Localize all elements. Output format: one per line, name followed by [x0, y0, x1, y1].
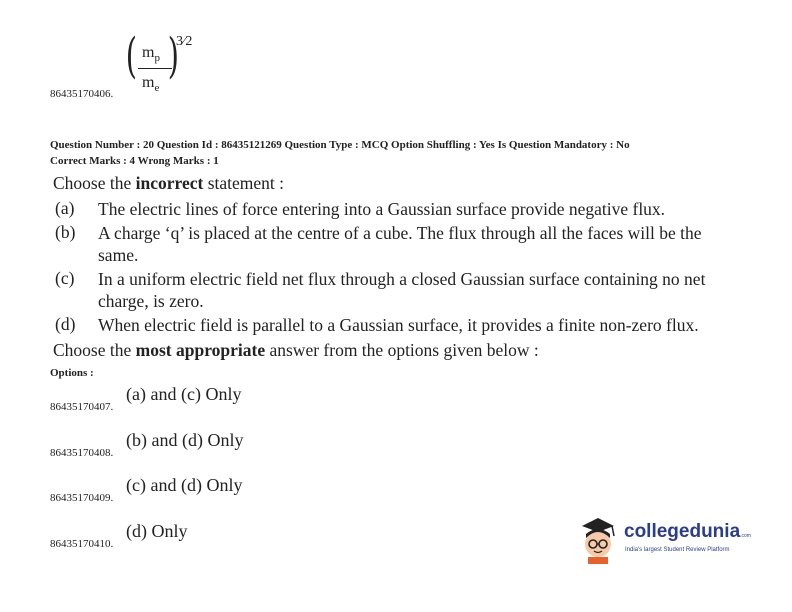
- statement-text: In a uniform electric field net flux through a closed Gaussian surface containing no net: [98, 269, 706, 289]
- statement-tag: (c): [55, 268, 75, 288]
- mascot-logo-icon: [578, 516, 618, 564]
- option-id: 86435170409.: [50, 492, 114, 504]
- question-marks: Correct Marks : 4 Wrong Marks : 1: [50, 155, 219, 167]
- right-paren: ): [167, 28, 179, 84]
- answer-option[interactable]: (a) and (c) Only: [126, 384, 242, 404]
- option-id: 86435170410.: [50, 538, 114, 550]
- statement-tag: (b): [55, 222, 76, 242]
- question-stem: Choose the incorrect statement :: [53, 173, 285, 193]
- answer-option[interactable]: (b) and (d) Only: [126, 430, 244, 450]
- brand-tagline: India's largest Student Review Platform: [625, 547, 730, 553]
- option-id: 86435170407.: [50, 401, 114, 413]
- choose-instruction: Choose the most appropriate answer from the options given below :: [53, 340, 539, 360]
- left-paren: (: [125, 28, 137, 84]
- option-id: 86435170408.: [50, 447, 114, 459]
- fraction-denominator: $m_e$: [142, 74, 160, 94]
- statement-text: The electric lines of force entering into a Gaussian surface provide negative flux.: [98, 199, 666, 219]
- statement-tag: (d): [55, 314, 76, 334]
- fraction-numerator: $m_p$: [142, 44, 160, 64]
- mass-ratio-fraction: [125, 28, 180, 96]
- statement-text: A charge ‘q’ is placed at the centre of a cube. The flux through all the faces will be the: [98, 223, 702, 243]
- answer-option[interactable]: (d) Only: [126, 521, 188, 541]
- statement-tag: (a): [55, 198, 75, 218]
- brand-name: collegedunia: [624, 521, 741, 542]
- options-label: Options :: [50, 367, 94, 379]
- fraction-exponent: 3⁄2: [176, 34, 193, 49]
- statement-text: When electric field is parallel to a Gaussian surface, it provides a finite non-zero flux.: [98, 315, 699, 335]
- answer-option[interactable]: (c) and (d) Only: [126, 475, 243, 495]
- brand-logo: [624, 521, 751, 543]
- statement-text-cont: charge, is zero.: [98, 291, 204, 311]
- statement-text-cont: same.: [98, 245, 139, 265]
- question-meta: Question Number : 20 Question Id : 86435121269 Question Type : MCQ Option Shuffling : Yes Is Question Mandatory : No: [50, 139, 630, 151]
- brand-suffix: .com: [740, 533, 751, 539]
- option-id: 86435170406.: [50, 88, 114, 100]
